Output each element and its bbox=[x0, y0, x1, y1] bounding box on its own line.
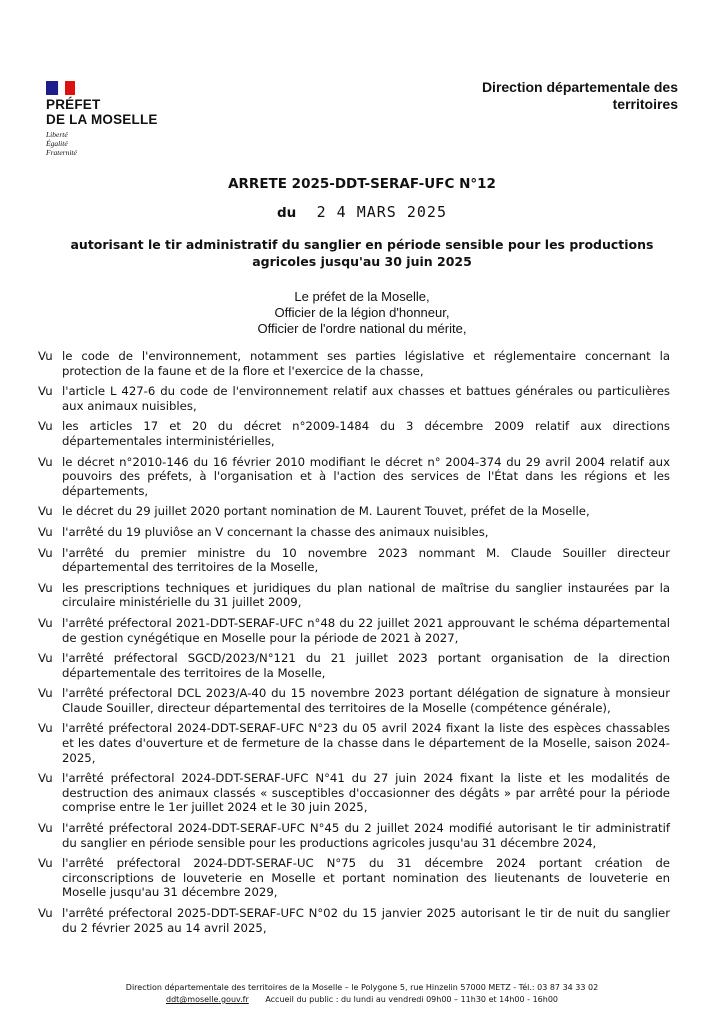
prefet-titles bbox=[0, 289, 724, 337]
vu-label: Vu bbox=[38, 524, 53, 539]
footer bbox=[0, 982, 724, 1006]
vu-item bbox=[38, 856, 670, 900]
vu-text: l'arrêté préfectoral DCL 2023/A-40 du 15 novembre 2023 portant délégation de signature à monsieur Claude Souiller, directeur départemental des territoires de la Moselle (compétence générale), bbox=[62, 686, 670, 715]
footer-address: Direction départementale des territoires de la Moselle – le Polygone 5, rue Hinzelin 57000 METZ - Tél.: 03 87 34 33 02 bbox=[125, 983, 599, 992]
vu-text: les prescriptions techniques et juridiques du plan national de maîtrise du sanglier instaurées par la circulaire ministérielle du 31 juillet 2009, bbox=[62, 580, 670, 610]
vu-label: Vu bbox=[38, 906, 53, 920]
prefet-line: Le préfet de la Moselle, bbox=[294, 289, 430, 304]
vu-item bbox=[38, 525, 670, 540]
motto-line: Liberté bbox=[46, 130, 68, 139]
vu-label: Vu bbox=[38, 454, 53, 469]
vu-label: Vu bbox=[38, 771, 53, 786]
vu-label: Vu bbox=[38, 856, 53, 871]
vu-text: l'arrêté préfectoral 2021-DDT-SERAF-UFC n°48 du 22 juillet 2021 approuvant le schéma départemental de gestion cynégétique en Moselle pour la période de 2021 à 2027, bbox=[62, 615, 670, 645]
vu-label: Vu bbox=[38, 821, 53, 836]
vu-label: Vu bbox=[38, 721, 53, 736]
decree-subject: autorisant le tir administratif du sanglier en période sensible pour les productions agricoles jusqu'au 30 juin 2025 bbox=[70, 237, 654, 269]
vu-text: l'arrêté préfectoral SGCD/2023/N°121 du 21 juillet 2023 portant organisation de la direction départementale des territoires de la Moselle, bbox=[62, 651, 670, 680]
vu-label: Vu bbox=[38, 651, 53, 666]
department-name: Direction départementale des territoires bbox=[481, 79, 678, 112]
vu-label: Vu bbox=[38, 349, 53, 363]
motto-line: Égalité bbox=[46, 139, 68, 148]
vu-text: les articles 17 et 20 du décret n°2009-1484 du 3 décembre 2009 relatif aux directions départementales interministérielles, bbox=[62, 419, 670, 448]
vu-label: Vu bbox=[38, 686, 53, 701]
prefecture-logo bbox=[46, 79, 186, 157]
vu-item bbox=[38, 349, 670, 378]
vu-text: l'article L 427-6 du code de l'environnement relatif aux chasses et battues générales ou particulières aux animaux nuisibles, bbox=[62, 384, 670, 413]
vu-item bbox=[38, 419, 670, 448]
vu-text: l'arrêté préfectoral 2025-DDT-SERAF-UFC N°02 du 15 janvier 2025 autorisant le tir de nuit du sanglier du 2 février 2025 au 14 avril 2025, bbox=[62, 906, 670, 935]
vu-item bbox=[38, 906, 670, 935]
vu-text: l'arrêté préfectoral 2024-DDT-SERAF-UC N°75 du 31 décembre 2024 portant création de circonscriptions de louveterie en Moselle et portant nomination des lieutenants de louveterie en Moselle jusqu'au 31 décembre 2029, bbox=[62, 856, 670, 900]
vu-text: l'arrêté préfectoral 2024-DDT-SERAF-UFC N°41 du 27 juin 2024 fixant la liste et les modalités de destruction des animaux classés « susceptibles d'occasionner des dégâts » par arrêté pour la période comprise entre le 1er juillet 2024 et le 30 juin 2025, bbox=[62, 771, 670, 815]
footer-hours: Accueil du public : du lundi au vendredi 09h00 – 11h30 et 14h00 - 16h00 bbox=[265, 995, 558, 1004]
vu-item bbox=[38, 384, 670, 413]
vu-item bbox=[38, 651, 670, 680]
logo-line-2: DE LA MOSELLE bbox=[46, 112, 158, 127]
vu-item bbox=[38, 686, 670, 715]
vu-text: le décret du 29 juillet 2020 portant nomination de M. Laurent Touvet, préfet de la Moselle, bbox=[62, 504, 590, 519]
vu-label: Vu bbox=[38, 615, 53, 630]
vu-text: l'arrêté du premier ministre du 10 novembre 2023 nommant M. Claude Souiller directeur départemental des territoires de la Moselle, bbox=[62, 545, 670, 575]
prefet-line: Officier de l'ordre national du mérite, bbox=[257, 321, 467, 336]
vu-label: Vu bbox=[38, 580, 53, 595]
vu-item bbox=[38, 721, 670, 765]
date-stamp: 2 4 MARS 2025 bbox=[316, 203, 447, 221]
vu-text: le décret n°2010-146 du 16 février 2010 modifiant le décret n° 2004-374 du 29 avril 2004 relatif aux pouvoirs des préfets, à l'organisation et à l'action des services de l'État dans les régions et les départements, bbox=[62, 454, 670, 498]
vu-item bbox=[38, 616, 670, 645]
marianne-flag-icon bbox=[46, 79, 186, 95]
vu-list bbox=[38, 349, 670, 941]
decree-title: ARRETE 2025-DDT-SERAF-UFC N°12 bbox=[228, 176, 496, 192]
vu-label: Vu bbox=[38, 504, 53, 519]
vu-label: Vu bbox=[38, 384, 53, 399]
prefet-line: Officier de la légion d'honneur, bbox=[274, 305, 450, 320]
footer-contact bbox=[0, 994, 724, 1006]
vu-text: l'arrêté préfectoral 2024-DDT-SERAF-UFC N°23 du 05 avril 2024 fixant la liste des espèces chassables et les dates d'ouverture et de fermeture de la chasse dans le département de la Moselle, saison 2024-2025, bbox=[62, 721, 670, 765]
vu-text: le code de l'environnement, notamment ses parties législative et réglementaire concernant la protection de la faune et de la flore et l'exercice de la chasse, bbox=[62, 349, 670, 378]
vu-item bbox=[38, 771, 670, 815]
vu-item bbox=[38, 546, 670, 575]
vu-label: Vu bbox=[38, 545, 53, 560]
date-prefix: du bbox=[277, 205, 297, 221]
motto bbox=[46, 130, 186, 157]
logo-line-1: PRÉFET bbox=[46, 97, 101, 112]
vu-text: l'arrêté du 19 pluviôse an V concernant la chasse des animaux nuisibles, bbox=[62, 524, 489, 539]
vu-item bbox=[38, 504, 670, 519]
vu-label: Vu bbox=[38, 419, 53, 434]
vu-text: l'arrêté préfectoral 2024-DDT-SERAF-UFC N°45 du 2 juillet 2024 modifié autorisant le tir administratif du sanglier en période sensible pour les productions agricoles jusqu'au 31 décembre 2024, bbox=[62, 821, 670, 850]
vu-item bbox=[38, 821, 670, 850]
motto-line: Fraternité bbox=[46, 148, 77, 157]
vu-item bbox=[38, 455, 670, 499]
decree-date bbox=[0, 203, 724, 221]
vu-item bbox=[38, 581, 670, 610]
footer-email-link[interactable]: ddt@moselle.gouv.fr bbox=[165, 995, 249, 1004]
